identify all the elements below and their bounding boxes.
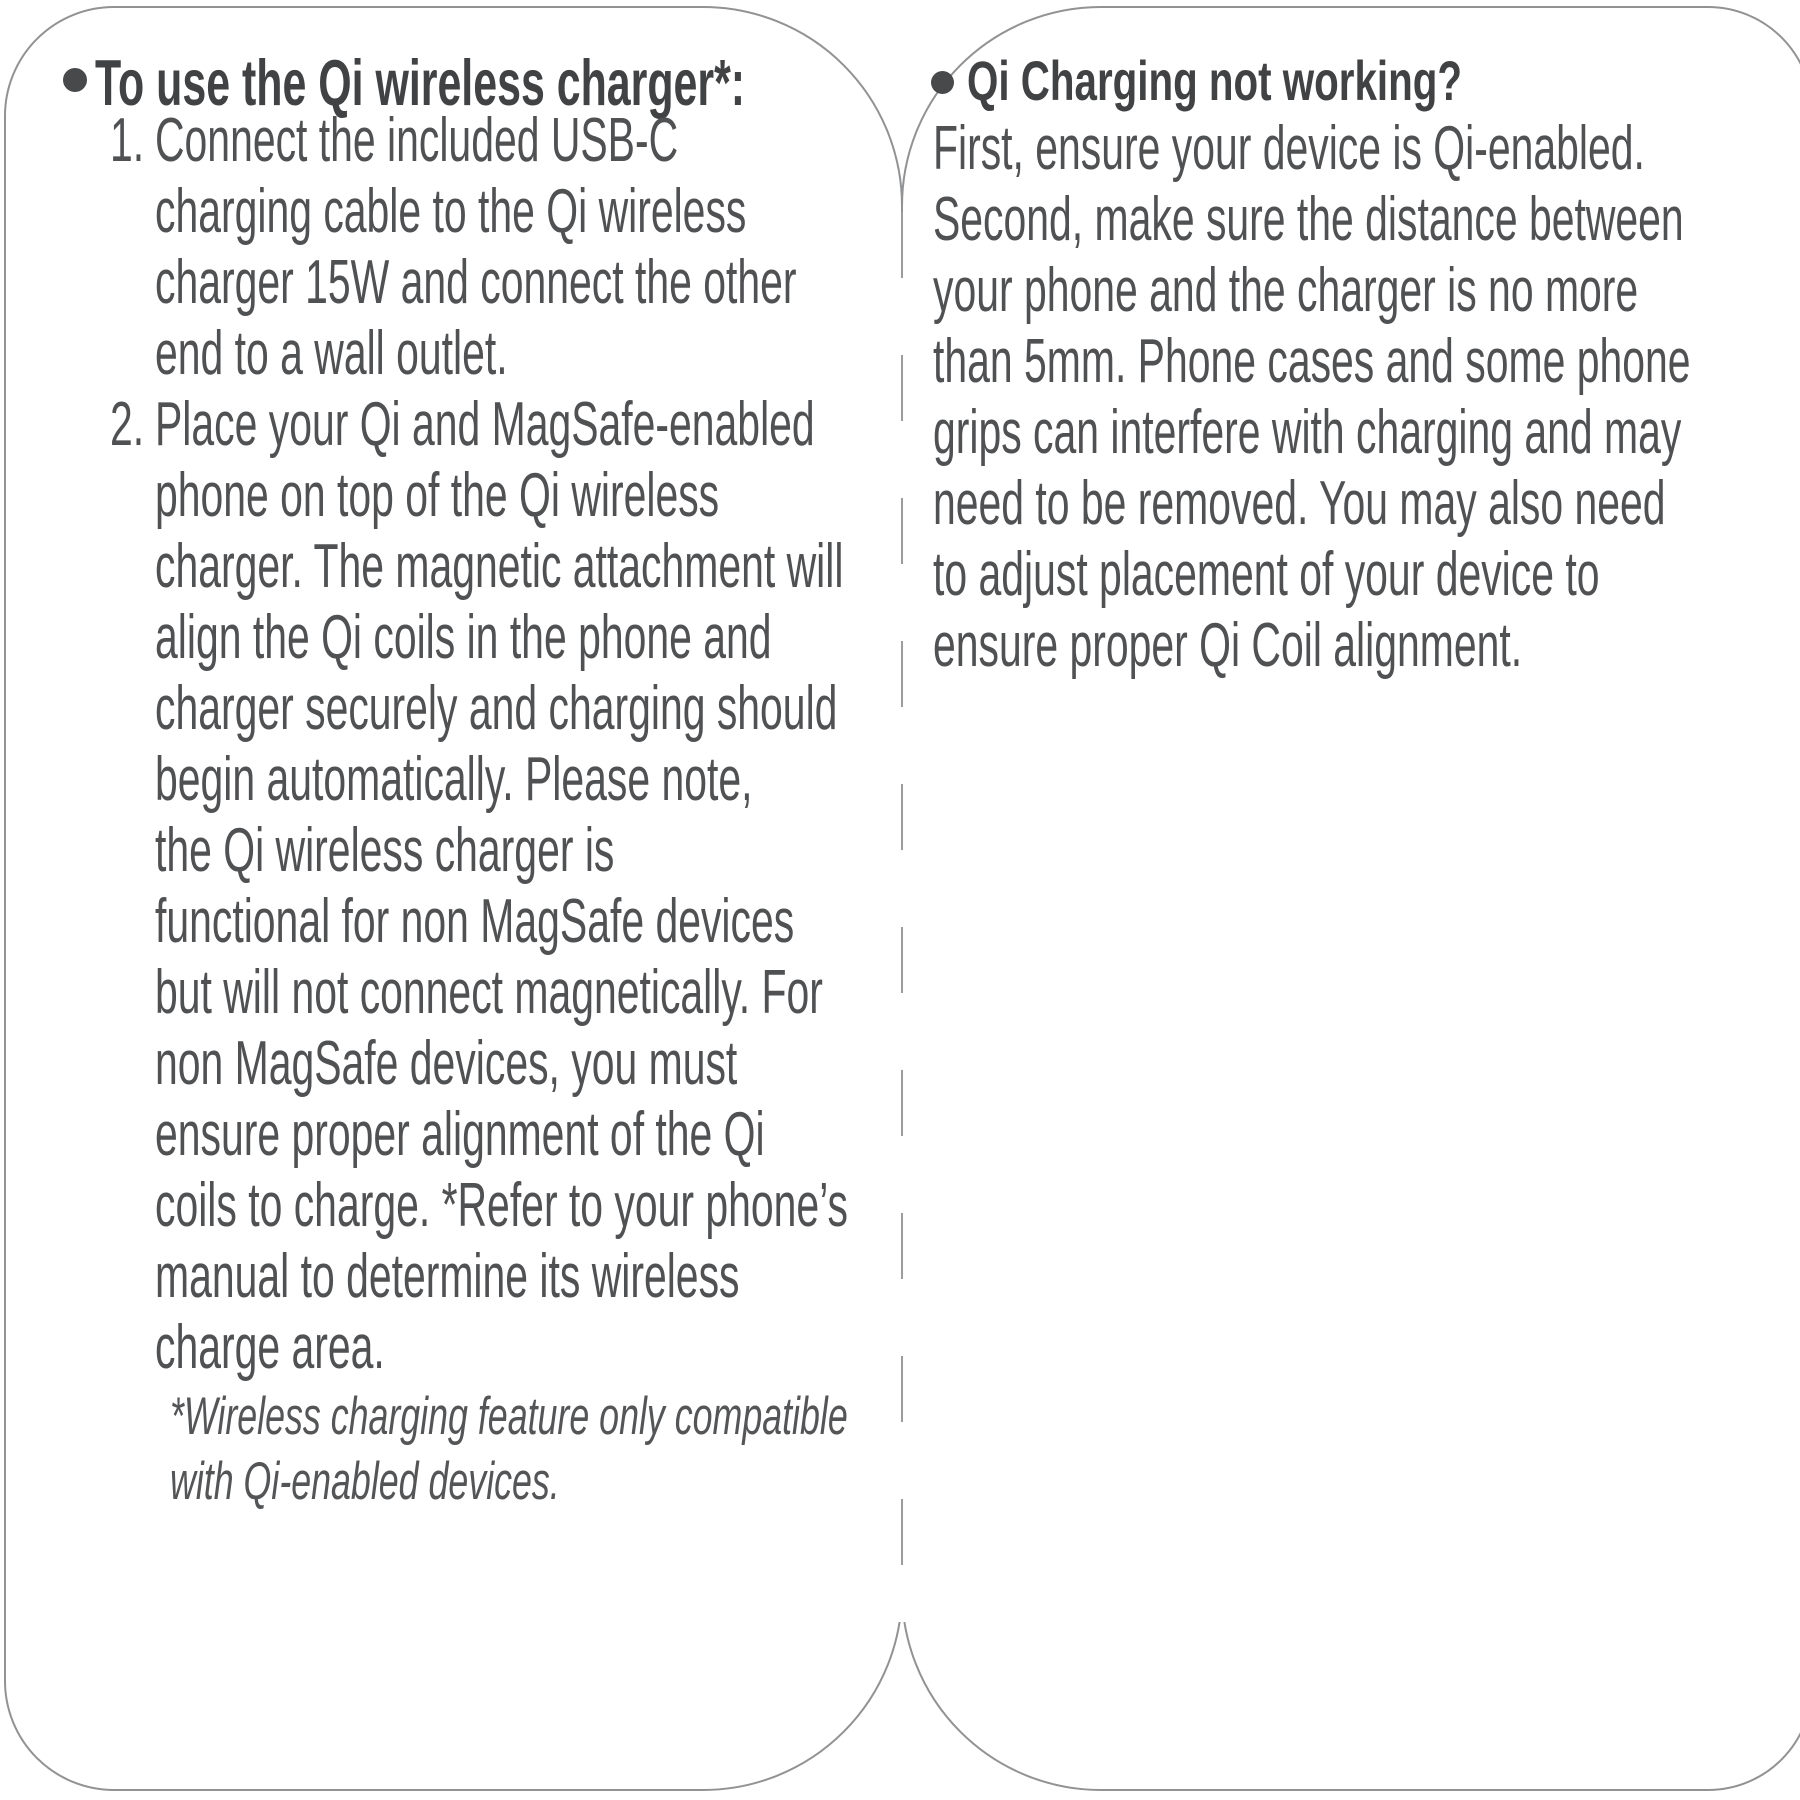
step-line: charging cable to the Qi wireless — [155, 177, 747, 246]
step-line: end to a wall outlet. — [155, 319, 508, 388]
step-line: but will not connect magnetically. For — [155, 958, 823, 1027]
footnote-line: with Qi-enabled devices. — [170, 1452, 560, 1511]
step-number: 2. — [110, 390, 145, 459]
bullet-icon — [931, 71, 954, 94]
body-line: First, ensure your device is Qi-enabled. — [933, 114, 1645, 183]
step-line: Place your Qi and MagSafe-enabled — [155, 390, 815, 459]
body-line: need to be removed. You may also need — [933, 469, 1666, 538]
step-line: the Qi wireless charger is — [155, 816, 615, 885]
body-line: your phone and the charger is no more — [933, 256, 1639, 325]
step-line: functional for non MagSafe devices — [155, 887, 795, 956]
body-line: ensure proper Qi Coil alignment. — [933, 611, 1523, 680]
troubleshooting-text — [933, 113, 1800, 681]
bullet-icon — [63, 68, 87, 92]
step-line: non MagSafe devices, you must — [155, 1029, 738, 1098]
body-line: grips can interfere with charging and may — [933, 398, 1682, 467]
right-page-heading: Qi Charging not working? — [967, 49, 1463, 112]
left-page-heading: To use the Qi wireless charger*: — [95, 46, 746, 119]
step-number: 1. — [110, 106, 145, 175]
footnote-line: *Wireless charging feature only compatible — [170, 1387, 848, 1446]
step-line: phone on top of the Qi wireless — [155, 461, 720, 530]
step-line: begin automatically. Please note, — [155, 745, 753, 814]
body-line: to adjust placement of your device to — [933, 540, 1600, 609]
step-line: charger securely and charging should — [155, 674, 838, 743]
footnote — [170, 1384, 1174, 1514]
step-line: manual to determine its wireless — [155, 1242, 740, 1311]
step-line: charger. The magnetic attachment will — [155, 532, 844, 601]
step-line: coils to charge. *Refer to your phone’s — [155, 1171, 849, 1240]
step-line: charger 15W and connect the other — [155, 248, 797, 317]
body-line: Second, make sure the distance between — [933, 185, 1684, 254]
step-line: Connect the included USB-C — [155, 106, 679, 175]
body-line: than 5mm. Phone cases and some phone — [933, 327, 1691, 396]
step-line: charge area. — [155, 1313, 385, 1382]
step-line: ensure proper alignment of the Qi — [155, 1100, 765, 1169]
step-line: align the Qi coils in the phone and — [155, 603, 772, 672]
